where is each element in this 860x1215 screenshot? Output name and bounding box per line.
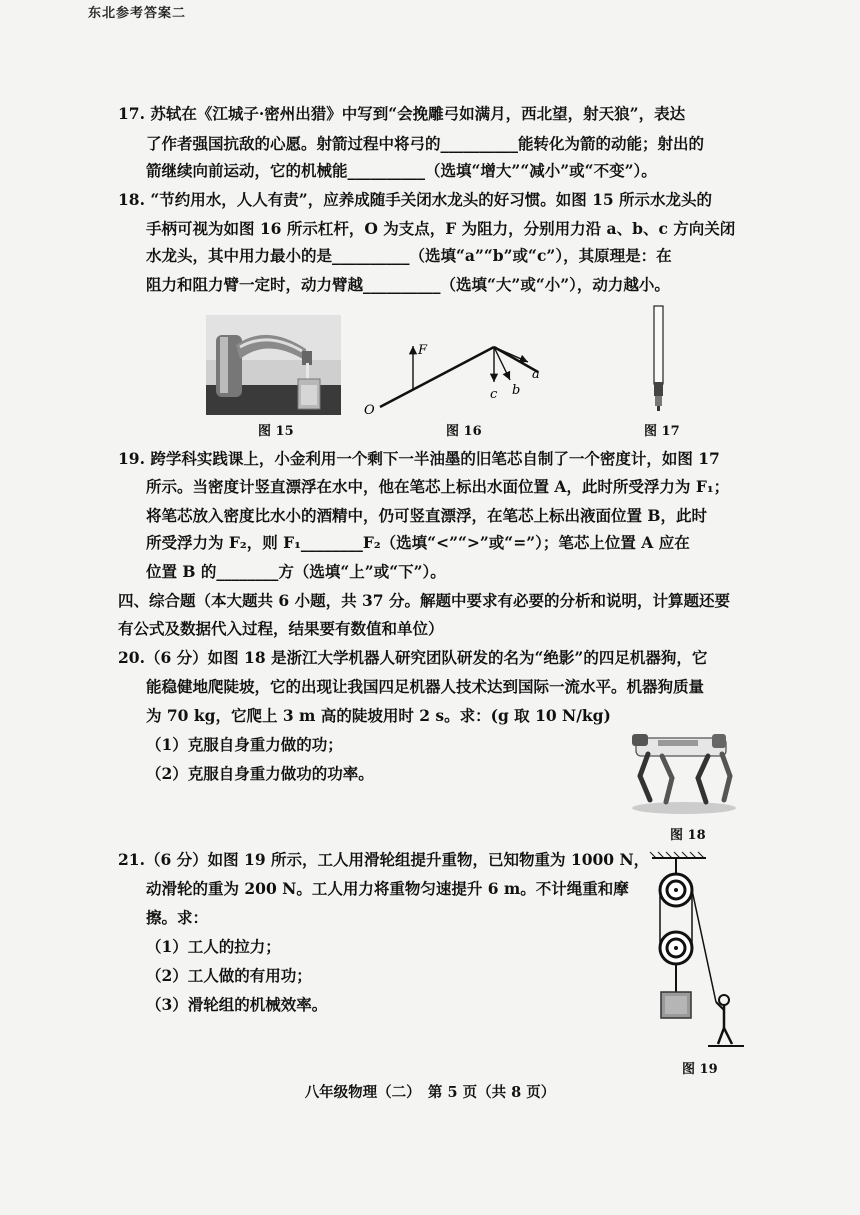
text-line: 21.（6 分）如图 19 所示，工人用滑轮组提升重物，已知物重为 1000 N， bbox=[118, 850, 650, 869]
text-line: （3）滑轮组的机械效率。 bbox=[146, 995, 328, 1014]
figure-19-caption: 图 19 bbox=[682, 1062, 718, 1077]
page-header: 东北参考答案二 bbox=[88, 6, 187, 21]
direction-b-label: b bbox=[512, 383, 521, 398]
lever-diagram bbox=[358, 332, 558, 422]
robot-dog-photo bbox=[628, 724, 740, 816]
figure-15-caption: 图 15 bbox=[258, 424, 294, 439]
text-line: 18. “节约用水，人人有责”，应养成随手关闭水龙头的好习惯。如图 15 所示水龙头的 bbox=[118, 190, 713, 209]
text-line: 所示。当密度计竖直漂浮在水中，他在笔芯上标出水面位置 A，此时所受浮力为 F₁； bbox=[146, 477, 730, 496]
faucet-photo bbox=[206, 315, 341, 415]
text-line: 19. 跨学科实践课上，小金利用一个剩下一半油墨的旧笔芯自制了一个密度计，如图 17 bbox=[118, 449, 720, 468]
text-line: 阻力和阻力臂一定时，动力臂越__________（选填“大”或“小”），动力越小。 bbox=[146, 275, 670, 294]
text-line: 了作者强国抗敌的心愿。射箭过程中将弓的__________能转化为箭的动能；射出的 bbox=[146, 134, 705, 153]
text-line: 动滑轮的重为 200 N。工人用力将重物匀速提升 6 m。不计绳重和摩 bbox=[146, 879, 629, 898]
text-line: 手柄可视为如图 16 所示杠杆，O 为支点，F 为阻力，分别用力沿 a、b、c 方向关闭 bbox=[146, 219, 736, 238]
force-F-label: F bbox=[418, 343, 428, 358]
text-line: 17. 苏轼在《江城子·密州出猎》中写到“会挽雕弓如满月，西北望，射天狼”，表达 bbox=[118, 104, 686, 123]
text-line: （2）克服自身重力做功的功率。 bbox=[146, 764, 374, 783]
pivot-O-label: O bbox=[364, 403, 375, 418]
text-line: （2）工人做的有用功； bbox=[146, 966, 312, 985]
figure-18-caption: 图 18 bbox=[670, 828, 706, 843]
text-line: 20.（6 分）如图 18 是浙江大学机器人研究团队研发的名为“绝影”的四足机器狗，它 bbox=[118, 648, 708, 667]
text-line: 为 70 kg，它爬上 3 m 高的陡坡用时 2 s。求：(g 取 10 N/kg) bbox=[146, 706, 611, 725]
text-line: （1）工人的拉力； bbox=[146, 937, 281, 956]
pulley-system bbox=[646, 852, 746, 1052]
text-line: 擦。求： bbox=[146, 908, 209, 927]
text-line: 四、综合题（本大题共 6 小题，共 37 分。解题中要求有必要的分析和说明，计算题还要 bbox=[118, 591, 730, 610]
text-line: 所受浮力为 F₂，则 F₁________F₂（选填“<”“>”或“=”）；笔芯上位置 A 应在 bbox=[146, 533, 690, 552]
text-line: （1）克服自身重力做的功； bbox=[146, 735, 343, 754]
text-line: 将笔芯放入密度比水小的酒精中，仍可竖直漂浮，在笔芯上标出液面位置 B，此时 bbox=[146, 506, 707, 525]
direction-a-label: a bbox=[532, 367, 540, 382]
text-line: 有公式及数据代入过程，结果要有数值和单位） bbox=[118, 619, 444, 638]
figure-16-caption: 图 16 bbox=[446, 424, 482, 439]
densimeter-refill bbox=[648, 304, 668, 412]
text-line: 箭继续向前运动，它的机械能__________（选填“增大”“减小”或“不变”）。 bbox=[146, 161, 657, 180]
page-footer: 八年级物理（二） 第 5 页（共 8 页） bbox=[304, 1084, 556, 1101]
text-line: 能稳健地爬陡坡，它的出现让我国四足机器人技术达到国际一流水平。机器狗质量 bbox=[146, 677, 705, 696]
direction-c-label: c bbox=[490, 387, 498, 402]
figure-17-caption: 图 17 bbox=[644, 424, 680, 439]
text-line: 位置 B 的________方（选填“上”或“下”）。 bbox=[146, 562, 446, 581]
text-line: 水龙头，其中用力最小的是__________（选填“a”“b”或“c”），其原理是：在 bbox=[146, 246, 672, 265]
